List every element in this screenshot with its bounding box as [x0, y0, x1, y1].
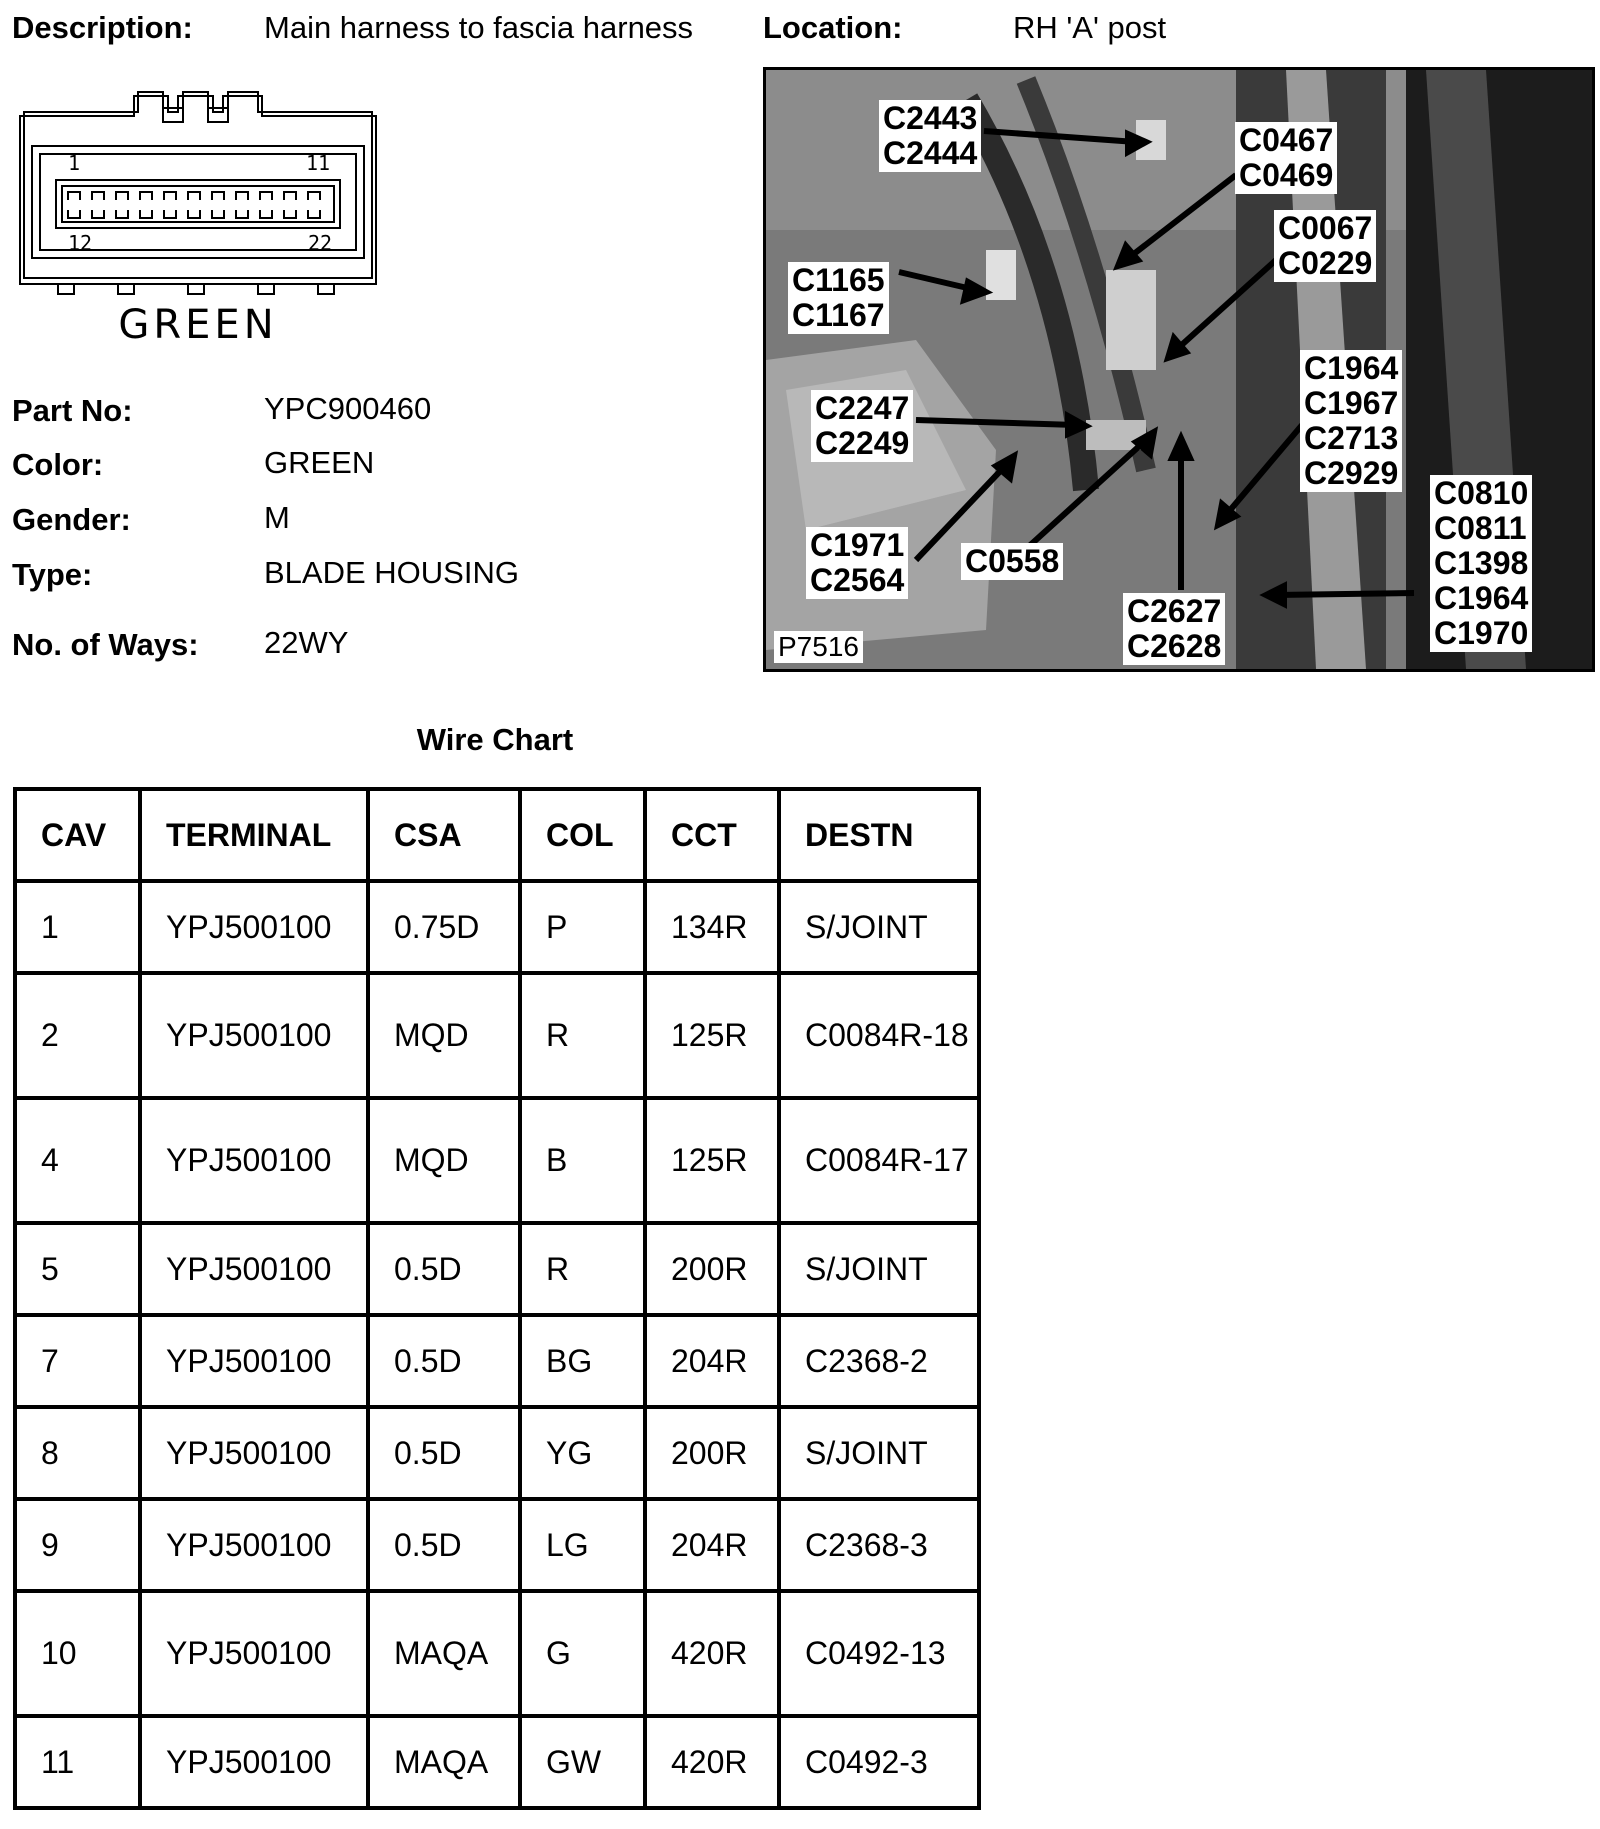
cell-col: B	[520, 1098, 645, 1223]
cell-cct: 420R	[645, 1716, 779, 1808]
pin-slot-top	[260, 192, 272, 200]
pin-label-1: 1	[68, 151, 81, 175]
callout-c0558: C0558	[961, 543, 1063, 580]
spec-value-ways: 22WY	[264, 625, 349, 660]
cell-cct: 204R	[645, 1315, 779, 1407]
connector-diagram	[18, 88, 378, 353]
table-row	[15, 881, 979, 973]
cell-cct: 134R	[645, 881, 779, 973]
pin-slot-top	[164, 192, 176, 200]
cell-col: P	[520, 881, 645, 973]
cell-csa: 0.5D	[368, 1223, 520, 1315]
connector-color-label: GREEN	[118, 302, 278, 348]
cell-destn: C0084R-18	[779, 973, 979, 1098]
cell-csa: MQD	[368, 973, 520, 1098]
cell-destn: C2368-3	[779, 1499, 979, 1591]
pin-slot-top	[68, 192, 80, 200]
pin-label-12: 12	[68, 231, 93, 255]
spec-label-ways: No. of Ways:	[12, 627, 199, 662]
pin-slot-top	[284, 192, 296, 200]
callout-c1971: C1971 C2564	[806, 527, 908, 599]
cell-destn: S/JOINT	[779, 881, 979, 973]
cell-terminal: YPJ500100	[140, 1315, 368, 1407]
cell-terminal: YPJ500100	[140, 1098, 368, 1223]
table-row	[15, 1591, 979, 1716]
spec-label-part-no: Part No:	[12, 393, 133, 428]
pin-slot-bottom	[308, 210, 320, 218]
cell-cct: 200R	[645, 1223, 779, 1315]
table-row	[15, 1315, 979, 1407]
cell-cct: 125R	[645, 1098, 779, 1223]
spec-value-part-no: YPC900460	[264, 391, 432, 426]
cell-csa: 0.75D	[368, 881, 520, 973]
cell-csa: 0.5D	[368, 1407, 520, 1499]
col-header-destn: DESTN	[779, 789, 979, 881]
pin-slot-bottom	[116, 210, 128, 218]
callout-c0067: C0067 C0229	[1274, 210, 1376, 282]
pin-slot-bottom	[260, 210, 272, 218]
callout-c2627: C2627 C2628	[1123, 593, 1225, 665]
cell-terminal: YPJ500100	[140, 1223, 368, 1315]
pin-slot-bottom	[164, 210, 176, 218]
pin-slot-bottom	[92, 210, 104, 218]
callout-c1964: C1964 C1967 C2713 C2929	[1300, 350, 1402, 492]
location-label: Location:	[763, 10, 903, 45]
cell-cav: 9	[15, 1499, 140, 1591]
spec-label-type: Type:	[12, 557, 93, 592]
cell-csa: MQD	[368, 1098, 520, 1223]
table-row	[15, 1223, 979, 1315]
cell-cav: 2	[15, 973, 140, 1098]
cell-terminal: YPJ500100	[140, 1716, 368, 1808]
wire-chart-title: Wire Chart	[416, 722, 574, 757]
callout-c0467: C0467 C0469	[1235, 122, 1337, 194]
cell-col: BG	[520, 1315, 645, 1407]
pin-slot-top	[92, 192, 104, 200]
pin-slot-top	[236, 192, 248, 200]
cell-csa: MAQA	[368, 1591, 520, 1716]
cell-cav: 1	[15, 881, 140, 973]
cell-cav: 5	[15, 1223, 140, 1315]
pin-slot-bottom	[140, 210, 152, 218]
table-row	[15, 973, 979, 1098]
callout-c0810: C0810 C0811 C1398 C1964 C1970	[1430, 475, 1532, 652]
cell-cct: 204R	[645, 1499, 779, 1591]
cell-col: R	[520, 973, 645, 1098]
spec-value-color: GREEN	[264, 445, 375, 480]
cell-cav: 11	[15, 1716, 140, 1808]
cell-col: R	[520, 1223, 645, 1315]
cell-cct: 125R	[645, 973, 779, 1098]
wire-chart-table	[13, 787, 981, 1810]
pin-label-11: 11	[306, 151, 331, 175]
pin-label-22: 22	[308, 231, 333, 255]
col-header-csa: CSA	[368, 789, 520, 881]
cell-cct: 420R	[645, 1591, 779, 1716]
cell-destn: C0492-3	[779, 1716, 979, 1808]
cell-destn: S/JOINT	[779, 1407, 979, 1499]
cell-csa: 0.5D	[368, 1499, 520, 1591]
cell-terminal: YPJ500100	[140, 973, 368, 1098]
cell-col: LG	[520, 1499, 645, 1591]
pin-slot-bottom	[68, 210, 80, 218]
pin-slot-top	[188, 192, 200, 200]
pin-slot-bottom	[236, 210, 248, 218]
col-header-col: COL	[520, 789, 645, 881]
cell-cav: 8	[15, 1407, 140, 1499]
pin-slot-top	[308, 192, 320, 200]
location-photo	[763, 67, 1595, 672]
photo-code: P7516	[774, 631, 863, 663]
spec-value-gender: M	[264, 500, 290, 535]
description-value: Main harness to fascia harness	[264, 10, 694, 45]
table-row	[15, 1499, 979, 1591]
col-header-cct: CCT	[645, 789, 779, 881]
cell-terminal: YPJ500100	[140, 1407, 368, 1499]
table-row	[15, 1098, 979, 1223]
cell-terminal: YPJ500100	[140, 881, 368, 973]
spec-value-type: BLADE HOUSING	[264, 555, 519, 590]
cell-terminal: YPJ500100	[140, 1499, 368, 1591]
cell-cav: 4	[15, 1098, 140, 1223]
connector-outline	[18, 88, 378, 353]
cell-destn: C2368-2	[779, 1315, 979, 1407]
cell-col: G	[520, 1591, 645, 1716]
cell-destn: C0084R-17	[779, 1098, 979, 1223]
cell-cav: 10	[15, 1591, 140, 1716]
table-row	[15, 1716, 979, 1808]
callout-c2443: C2443 C2444	[879, 100, 981, 172]
pin-slot-bottom	[212, 210, 224, 218]
description-label: Description:	[12, 10, 193, 45]
cell-destn: S/JOINT	[779, 1223, 979, 1315]
spec-label-color: Color:	[12, 447, 104, 482]
callout-c1165: C1165 C1167	[788, 262, 889, 334]
pin-slot-top	[116, 192, 128, 200]
cell-csa: 0.5D	[368, 1315, 520, 1407]
col-header-cav: CAV	[15, 789, 140, 881]
cell-cct: 200R	[645, 1407, 779, 1499]
cell-cav: 7	[15, 1315, 140, 1407]
location-value: RH 'A' post	[1013, 10, 1167, 45]
cell-csa: MAQA	[368, 1716, 520, 1808]
cell-col: YG	[520, 1407, 645, 1499]
pin-slot-top	[212, 192, 224, 200]
cell-terminal: YPJ500100	[140, 1591, 368, 1716]
table-row	[15, 1407, 979, 1499]
pin-slot-bottom	[284, 210, 296, 218]
cell-col: GW	[520, 1716, 645, 1808]
pin-slot-bottom	[188, 210, 200, 218]
cell-destn: C0492-13	[779, 1591, 979, 1716]
col-header-terminal: TERMINAL	[140, 789, 368, 881]
pin-slot-top	[140, 192, 152, 200]
spec-label-gender: Gender:	[12, 502, 131, 537]
callout-c2247: C2247 C2249	[811, 390, 913, 462]
table-header-row	[15, 789, 979, 881]
